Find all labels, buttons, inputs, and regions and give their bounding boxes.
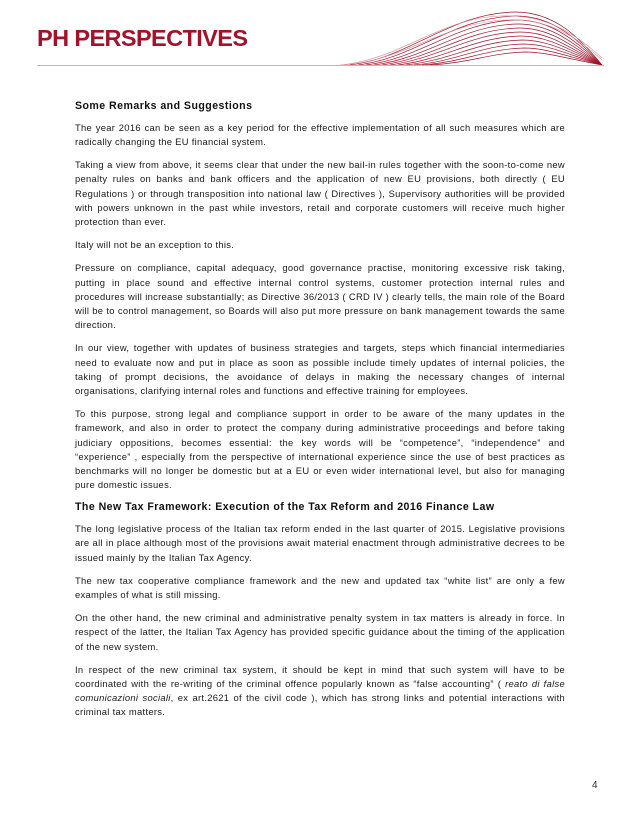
wave-lines-logo-graphic xyxy=(340,8,604,68)
paragraph: The long legislative process of the Italian tax reform ended in the last quarter of 2015. Legislative provisions are all in place although most of the provisions await material enactment through administrative decrees to be issued mainly by the Italian Tax Agency. xyxy=(75,523,565,563)
brand-logo: PH PERSPECTIVES xyxy=(37,25,248,51)
paragraph-text: In respect of the new criminal tax system, it should be kept in mind that such system will have to be coordinated with the re-writing of the criminal offence popularly known as “false accounting” ( xyxy=(75,663,565,690)
paragraph: In our view, together with updates of business strategies and targets, steps which financial intermediaries need to evaluate now and put in place as soon as possible include timely updates of internal policies, the taking of prompt decisions, the avoidance of delays in making the necessary changes of internal organisations, clarifying internal roles and functions and effective training for employees. xyxy=(75,342,565,397)
paragraph: Taking a view from above, it seems clear that under the new bail-in rules together with the soon-to-come new penalty rules on banks and bank officers and the application of new EU provisions, both directly ( EU Regulations ) or through transposition into national law ( Directives ), Supervisory authorities will be provided with powers unknown in the past while investors, retail and corporate customers will receive much higher protection than ever. xyxy=(75,159,565,227)
paragraph: To this purpose, strong legal and compliance support in order to be aware of the many updates in the framework, and also in order to protect the company during administrative proceedings and before taking judiciary oppositions, becomes essential: the key words will be “competence”, “independence” and “experience” , especially from the perspective of international experience since the use of best practices as benchmarks will no longer be domestic but at a EU or even wider international level, but also for managing pure domestic issues. xyxy=(75,408,565,491)
article-body xyxy=(75,100,565,729)
italic-term: reato di false comunicazioni sociali xyxy=(75,678,565,704)
paragraph xyxy=(75,663,565,720)
header-divider xyxy=(37,65,604,66)
section-heading-tax-framework: The New Tax Framework: Execution of the Tax Reform and 2016 Finance Law xyxy=(75,501,495,514)
paragraph: The new tax cooperative compliance framework and the new and updated tax “white list” are only a few examples of what is still missing. xyxy=(75,574,565,601)
paragraph: The year 2016 can be seen as a key period for the effective implementation of all such measures which are radically changing the EU financial system. xyxy=(75,121,565,147)
page-header xyxy=(0,0,640,78)
section-heading-remarks: Some Remarks and Suggestions xyxy=(75,100,253,112)
paragraph: Italy will not be an exception to this. xyxy=(75,239,235,251)
paragraph-text: , ex art.2621 of the civil code ), which has strong links and potential interactions with criminal tax matters. xyxy=(75,692,565,718)
paragraph: On the other hand, the new criminal and administrative penalty system in tax matters is already in force. In respect of the latter, the Italian Tax Agency has provided specific guidance about the timing of the application of the new system. xyxy=(75,612,565,652)
paragraph: Pressure on compliance, capital adequacy, good governance practise, monitoring excessive risk taking, putting in place sound and effective internal control systems, customer protection internal rules and procedures will increase substantially; as Directive 36/2013 ( CRD IV ) clearly tells, the main role of the Board will be to control management, so Boards will also put more pressure on bank management towards the same direction. xyxy=(75,262,565,331)
page-number: 4 xyxy=(592,780,598,791)
